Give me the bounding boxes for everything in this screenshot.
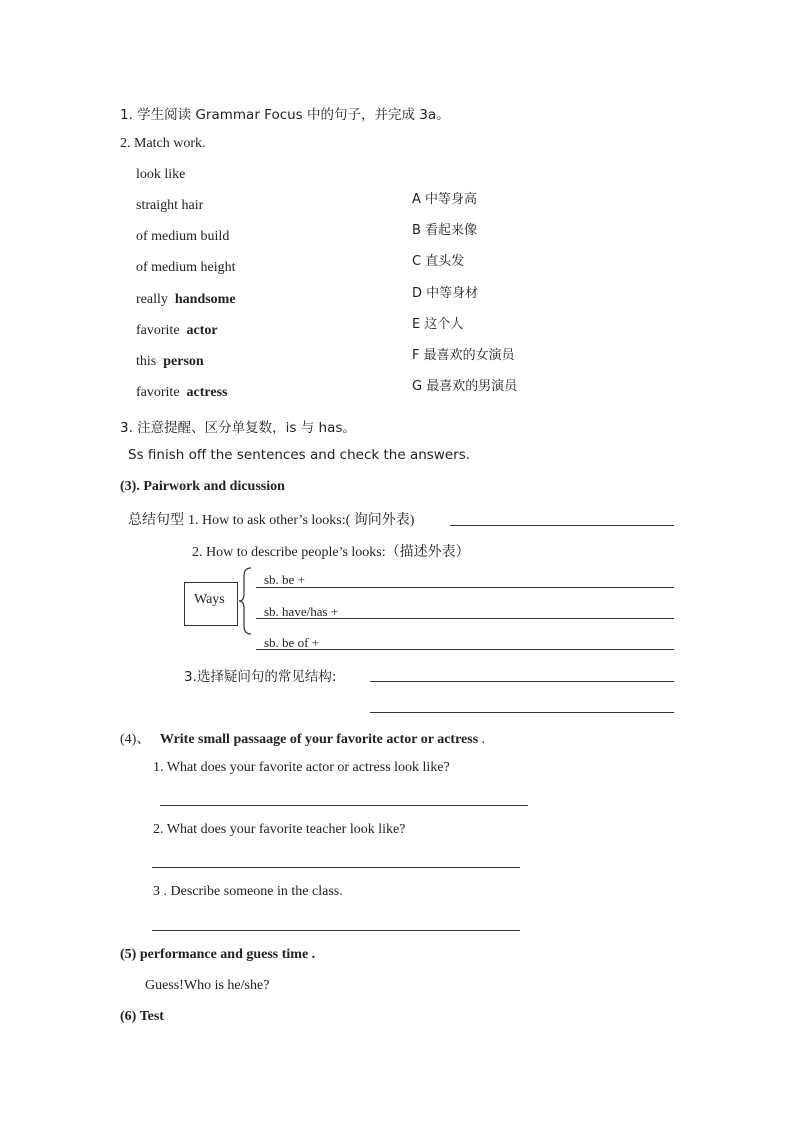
match-option-a: A 中等身高 — [412, 192, 478, 207]
answer-line — [160, 805, 528, 806]
ways-label: Ways — [194, 592, 225, 607]
section4-title: Write small passaage of your favorite actor or actress — [159, 732, 479, 747]
match-word-handsome: handsome — [174, 292, 236, 307]
summary-question-3: 3.选择疑问句的常见结构: — [184, 669, 337, 685]
match-word-this: this — [136, 354, 157, 369]
match-option-d: D 中等身材 — [412, 286, 479, 301]
answer-line — [256, 618, 674, 619]
match-item-look-like: look like — [136, 167, 186, 182]
step3-instruction: Ss finish off the sentences and check the answers. — [128, 447, 471, 463]
ways-item-1: sb. be + — [264, 572, 305, 587]
answer-line — [152, 930, 520, 931]
match-word-really: really — [136, 292, 168, 307]
answer-line — [450, 525, 674, 526]
section4-dot: . — [481, 732, 486, 747]
match-word-favorite: favorite — [136, 385, 180, 400]
section6-title: (6) Test — [120, 1009, 164, 1024]
answer-line — [256, 649, 674, 650]
question-2: 2. What does your favorite teacher look like? — [153, 822, 406, 837]
match-word-actress: actress — [186, 385, 228, 400]
question-1: 1. What does your favorite actor or actress look like? — [153, 760, 450, 775]
step1-text: 1. 学生阅读 Grammar Focus 中的句子，并完成 3a。 — [120, 107, 450, 123]
section4-prefix: (4)、 — [120, 732, 151, 747]
match-option-e: E 这个人 — [412, 317, 464, 332]
step3-text: 3. 注意提醒、区分单复数，is 与 has。 — [120, 420, 356, 436]
summary-question-1: 1. How to ask other’s looks:( 询问外表) — [188, 513, 415, 528]
answer-line — [256, 587, 674, 588]
curly-brace — [238, 566, 254, 636]
match-option-c: C 直头发 — [412, 254, 465, 269]
ways-box — [184, 582, 238, 626]
summary-label: 总结句型 — [128, 512, 184, 528]
section4-heading — [120, 728, 485, 748]
match-item-medium-height: of medium height — [136, 260, 236, 275]
match-item-really-handsome — [136, 292, 236, 308]
question-3: 3 . Describe someone in the class. — [153, 884, 343, 899]
match-word-person: person — [163, 354, 204, 369]
answer-line — [370, 712, 674, 713]
match-option-f: F 最喜欢的女演员 — [412, 348, 515, 363]
summary-question-2: 2. How to describe people’s looks:（描述外表） — [192, 545, 470, 560]
match-word-actor: actor — [186, 323, 218, 338]
match-option-g: G 最喜欢的男演员 — [412, 379, 518, 394]
ways-item-2: sb. have/has + — [264, 604, 339, 619]
answer-line — [370, 681, 674, 682]
match-option-b: B 看起来像 — [412, 223, 478, 238]
match-item-straight-hair: straight hair — [136, 198, 204, 213]
match-item-medium-build: of medium build — [136, 229, 230, 244]
match-item-favorite-actor — [136, 323, 218, 339]
match-item-favorite-actress — [136, 385, 227, 401]
step2-title: 2. Match work. — [120, 136, 206, 151]
match-word-favorite: favorite — [136, 323, 180, 338]
section5-prompt: Guess!Who is he/she? — [145, 978, 270, 993]
section5-title: (5) performance and guess time . — [120, 947, 316, 962]
match-item-this-person — [136, 354, 204, 370]
ways-item-3: sb. be of + — [264, 635, 319, 650]
section3-title: (3). Pairwork and dicussion — [120, 479, 285, 494]
summary-row — [128, 509, 414, 529]
answer-line — [152, 867, 520, 868]
